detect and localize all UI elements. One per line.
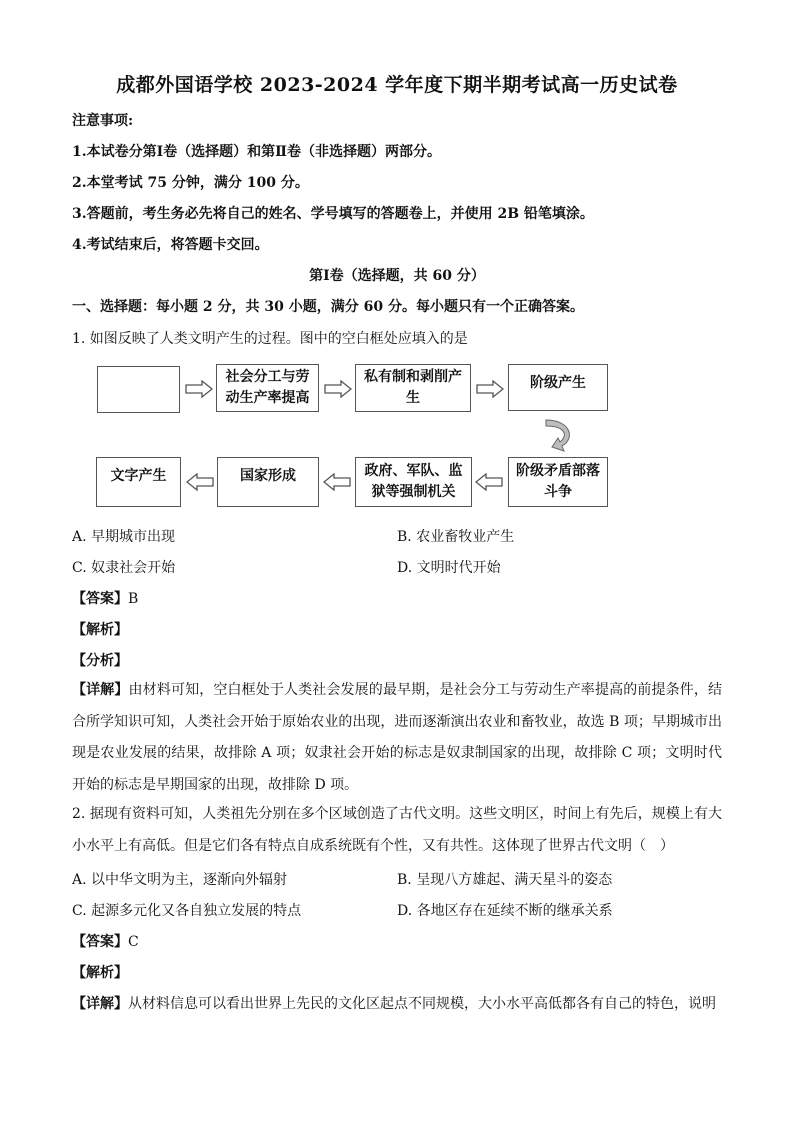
flow-box-classes: 阶级产生 bbox=[508, 364, 608, 411]
q2-answer bbox=[72, 931, 139, 951]
flow-box-division-of-labor: 社会分工与劳动生产率提高 bbox=[216, 364, 319, 412]
arrow-left-icon bbox=[186, 473, 214, 491]
detail-tag: 【详解】 bbox=[72, 996, 128, 1012]
page-title: 成都外国语学校 2023-2024 学年度下期半期考试高一历史试卷 bbox=[116, 74, 678, 96]
q1-option-d: D. 文明时代开始 bbox=[397, 560, 501, 576]
arrow-right-icon bbox=[324, 380, 352, 398]
answer-tag: 【答案】 bbox=[72, 591, 128, 607]
notice-item-3: 3.答题前，考生务必先将自己的姓名、学号填写的答题卷上，并使用 2B 铅笔填涂。 bbox=[72, 206, 594, 222]
q1-fenxi-tag: 【分析】 bbox=[72, 653, 128, 669]
section-instruction: 一、选择题：每小题 2 分，共 30 小题，满分 60 分。每小题只有一个正确答案。 bbox=[72, 299, 584, 315]
notice-item-2: 2.本堂考试 75 分钟，满分 100 分。 bbox=[72, 175, 309, 191]
q2-option-d: D. 各地区存在延续不断的继承关系 bbox=[397, 903, 613, 919]
q2-stem: 2. 据现有资料可知，人类祖先分别在多个区域创造了古代文明。这些文明区，时间上有先后，规模上有大小水平上有高低。但是它们各有特点自成系统既有个性，又有共性。这体现了世界古代文明（ ） bbox=[72, 806, 722, 854]
flow-box-private-ownership: 私有制和剥削产生 bbox=[355, 364, 471, 412]
notice-item-4: 4.考试结束后，将答题卡交回。 bbox=[72, 237, 269, 253]
answer-value: C bbox=[128, 934, 139, 950]
detail-tag: 【详解】 bbox=[72, 682, 129, 698]
answer-tag: 【答案】 bbox=[72, 934, 128, 950]
q2-option-b: B. 呈现八方雄起、满天星斗的姿态 bbox=[397, 872, 613, 888]
q2-option-a: A. 以中华文明为主，逐渐向外辐射 bbox=[72, 872, 288, 888]
q1-answer bbox=[72, 588, 138, 608]
arrow-right-icon bbox=[185, 380, 213, 398]
notice-item-1: 1.本试卷分第Ⅰ卷（选择题）和第Ⅱ卷（非选择题）两部分。 bbox=[72, 144, 441, 160]
answer-value: B bbox=[128, 591, 139, 607]
q2-option-c: C. 起源多元化又各自独立发展的特点 bbox=[72, 903, 302, 919]
q1-analysis-tag: 【解析】 bbox=[72, 622, 128, 638]
flow-box-coercive-organs: 政府、军队、监狱等强制机关 bbox=[355, 457, 472, 507]
detail-text: 从材料信息可以看出世界上先民的文化区起点不同规模，大小水平高低都各有自己的特色，说明 bbox=[128, 996, 716, 1012]
q2-detail bbox=[72, 993, 716, 1013]
curved-arrow-down-icon bbox=[540, 414, 580, 454]
section-heading: 第Ⅰ卷（选择题，共 60 分） bbox=[309, 268, 485, 284]
q2-analysis-tag: 【解析】 bbox=[72, 965, 128, 981]
arrow-left-icon bbox=[323, 473, 351, 491]
flow-box-writing: 文字产生 bbox=[96, 457, 181, 507]
q1-option-c: C. 奴隶社会开始 bbox=[72, 560, 176, 576]
q1-option-a: A. 早期城市出现 bbox=[72, 529, 176, 545]
q1-detail bbox=[72, 675, 722, 801]
q1-stem: 1. 如图反映了人类文明产生的过程。图中的空白框处应填入的是 bbox=[72, 331, 468, 347]
detail-text: 由材料可知，空白框处于人类社会发展的最早期，是社会分工与劳动生产率提高的前提条件，结合所学知识可知，人类社会开始于原始农业的出现，进而逐渐演出农业和畜牧业，故选 B 项；早期城市出现是农业发展的结果，故排除 A 项；奴隶社会开始的标志是奴隶制国家的出现，故排除 C 项；文明时代开始的标志是早期国家的出现，故排除 D 项。 bbox=[72, 682, 723, 793]
q1-option-b: B. 农业畜牧业产生 bbox=[397, 529, 515, 545]
arrow-right-icon bbox=[476, 380, 504, 398]
flow-box-class-conflict: 阶级矛盾部落斗争 bbox=[508, 457, 608, 507]
notice-heading: 注意事项: bbox=[72, 113, 134, 129]
arrow-left-icon bbox=[475, 473, 503, 491]
flow-box-state: 国家形成 bbox=[217, 457, 319, 507]
flow-box-blank bbox=[97, 366, 180, 413]
